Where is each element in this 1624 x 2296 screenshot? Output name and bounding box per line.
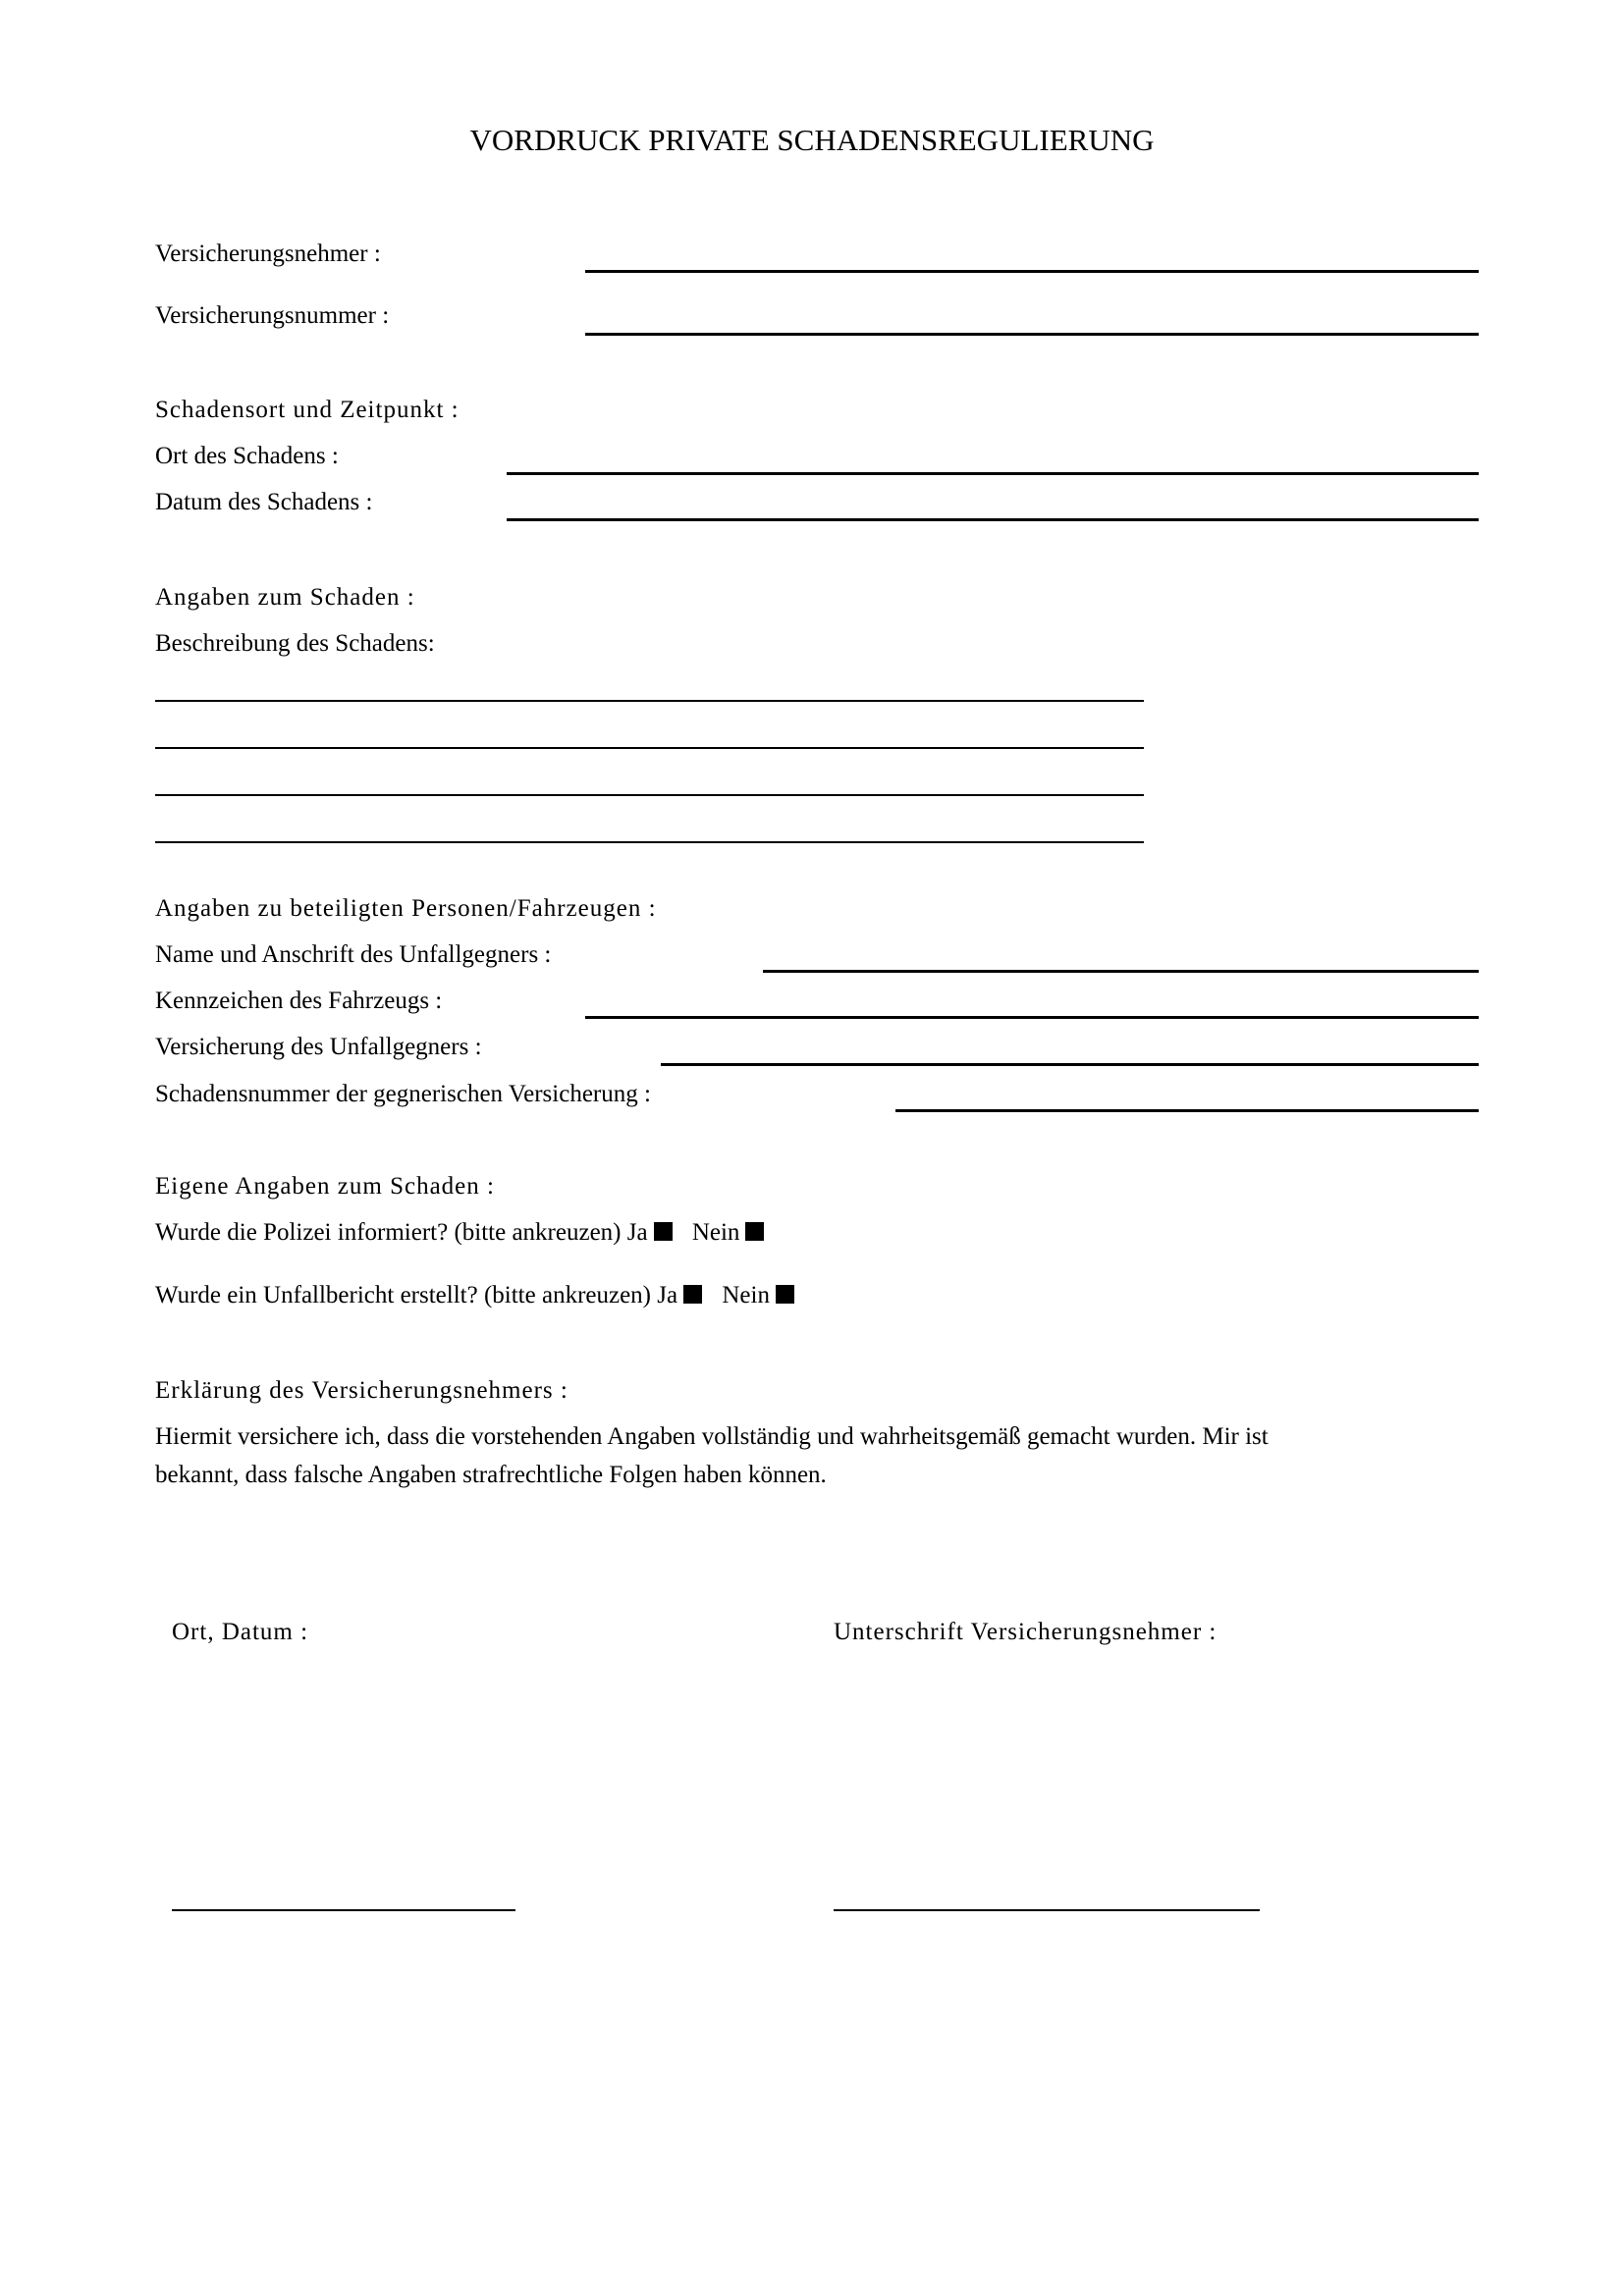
opponent-label: Name und Anschrift des Unfallgegners : [155, 941, 552, 968]
incident-place-label: Ort des Schadens : [155, 443, 339, 469]
police-question-row [155, 1218, 764, 1248]
report-yes-checkbox[interactable] [683, 1285, 702, 1304]
damage-description-line[interactable] [155, 794, 1144, 796]
claim-number-field[interactable] [895, 1109, 1479, 1112]
declaration-text-line: Hiermit versichere ich, dass die vorstehenden Angaben vollständig und wahrheitsgemäß gemacht wurden. Mir ist [155, 1423, 1269, 1450]
opponent-insurance-label: Versicherung des Unfallgegners : [155, 1034, 482, 1060]
declaration-heading: Erklärung des Versicherungsnehmers : [155, 1377, 568, 1404]
declaration-text-line: bekannt, dass falsche Angaben strafrechtliche Folgen haben können. [155, 1462, 827, 1488]
police-no-checkbox[interactable] [745, 1222, 764, 1241]
damage-description-label: Beschreibung des Schadens: [155, 630, 435, 657]
opponent-field[interactable] [763, 970, 1479, 973]
police-yes-checkbox[interactable] [654, 1222, 673, 1241]
damage-description-line[interactable] [155, 700, 1144, 702]
parties-heading: Angaben zu beteiligten Personen/Fahrzeugen : [155, 895, 657, 922]
police-no-label: Nein [691, 1219, 740, 1246]
own-heading: Eigene Angaben zum Schaden : [155, 1173, 495, 1200]
opponent-insurance-field[interactable] [661, 1063, 1479, 1066]
incident-date-label: Datum des Schadens : [155, 489, 373, 515]
claim-number-label: Schadensnummer der gegnerischen Versicherung : [155, 1081, 651, 1107]
report-no-checkbox[interactable] [776, 1285, 794, 1304]
place-date-line[interactable] [172, 1909, 515, 1911]
report-no-label: Nein [722, 1282, 770, 1308]
policy-number-field[interactable] [585, 333, 1479, 336]
damage-description-line[interactable] [155, 841, 1144, 843]
form-title: VORDRUCK PRIVATE SCHADENSREGULIERUNG [469, 123, 1155, 157]
signature-line[interactable] [834, 1909, 1260, 1911]
police-question: Wurde die Polizei informiert? (bitte ankreuzen) Ja [155, 1219, 648, 1246]
incident-place-field[interactable] [507, 472, 1479, 475]
place-date-label: Ort, Datum : [172, 1619, 309, 1645]
damage-heading: Angaben zum Schaden : [155, 584, 415, 611]
damage-description-line[interactable] [155, 747, 1144, 749]
incident-date-field[interactable] [507, 518, 1479, 521]
policy-number-label: Versicherungsnummer : [155, 302, 390, 329]
policy-holder-label: Versicherungsnehmer : [155, 240, 381, 267]
policy-holder-field[interactable] [585, 270, 1479, 273]
signature-label: Unterschrift Versicherungsnehmer : [834, 1619, 1218, 1645]
plate-label: Kennzeichen des Fahrzeugs : [155, 988, 443, 1014]
plate-field[interactable] [585, 1016, 1479, 1019]
incident-heading: Schadensort und Zeitpunkt : [155, 397, 460, 423]
report-question: Wurde ein Unfallbericht erstellt? (bitte ankreuzen) Ja [155, 1282, 678, 1308]
report-question-row [155, 1281, 794, 1310]
